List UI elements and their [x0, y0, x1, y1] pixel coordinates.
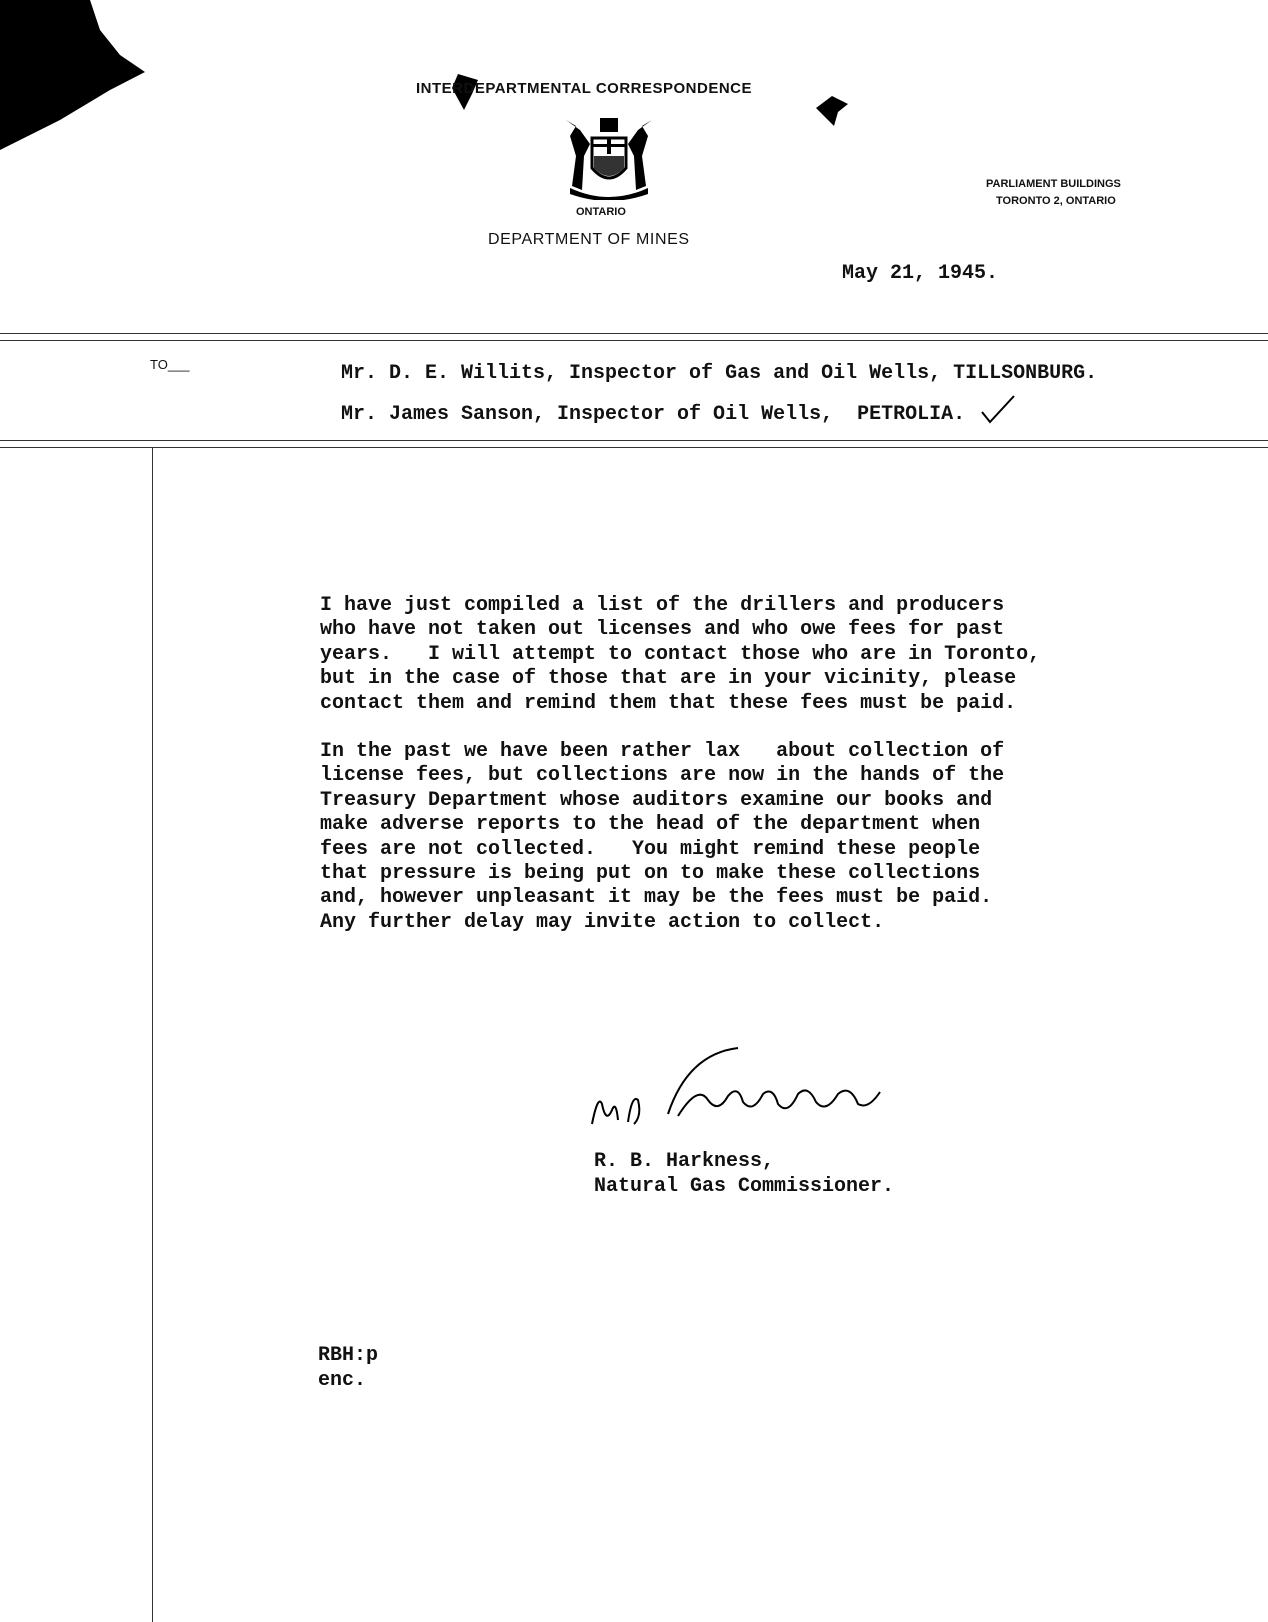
letterhead-heading: INTERDEPARTMENTAL CORRESPONDENCE	[416, 80, 753, 97]
reference-initials: RBH:p	[318, 1344, 379, 1367]
text-line: years. I will attempt to contact those who are in Toronto,	[320, 642, 1041, 666]
recipient-2: Mr. James Sanson, Inspector of Oil Wells, PETROLIA.	[341, 403, 966, 426]
handwritten-signature	[588, 1044, 888, 1134]
enclosure-note: enc.	[318, 1369, 367, 1392]
signatory-title: Natural Gas Commissioner.	[594, 1175, 895, 1198]
text-line: I have just compiled a list of the drillers and producers	[320, 594, 1005, 617]
text-line: who have not taken out licenses and who owe fees for past	[320, 618, 1005, 642]
text-line: license fees, but collections are now in the hands of the	[320, 764, 1005, 788]
text-line: and, however unpleasant it may be the fees must be paid.	[320, 886, 993, 910]
text-line: that pressure is being put on to make these collections	[320, 861, 981, 885]
checkmark-icon	[980, 394, 1016, 426]
ontario-coat-of-arms-logo	[562, 116, 656, 200]
text-line: Any further delay may invite action to collect.	[320, 910, 885, 934]
department-name: DEPARTMENT OF MINES	[488, 231, 690, 248]
paragraph-1	[320, 594, 1040, 716]
province-label: ONTARIO	[576, 206, 626, 218]
torn-corner	[0, 0, 160, 160]
text-line: fees are not collected. You might remind these people	[320, 837, 981, 861]
margin-line	[152, 448, 153, 1622]
to-label: TO___	[150, 357, 190, 372]
text-line: In the past we have been rather lax about collection of	[320, 740, 1005, 763]
text-line: make adverse reports to the head of the department when	[320, 813, 981, 837]
text-line: but in the case of those that are in your vicinity, please	[320, 667, 1017, 691]
recipient-1: Mr. D. E. Willits, Inspector of Gas and Oil Wells, TILLSONBURG.	[341, 362, 1098, 385]
paragraph-2	[320, 740, 1004, 935]
signatory-name: R. B. Harkness,	[594, 1150, 775, 1173]
letter-date: May 21, 1945.	[842, 262, 999, 285]
punch-hole-mark	[812, 94, 852, 130]
address-line-2: TORONTO 2, ONTARIO	[996, 195, 1116, 207]
text-line: contact them and remind them that these fees must be paid.	[320, 691, 1017, 715]
text-line: Treasury Department whose auditors examine our books and	[320, 788, 993, 812]
address-line-1: PARLIAMENT BUILDINGS	[986, 178, 1121, 190]
